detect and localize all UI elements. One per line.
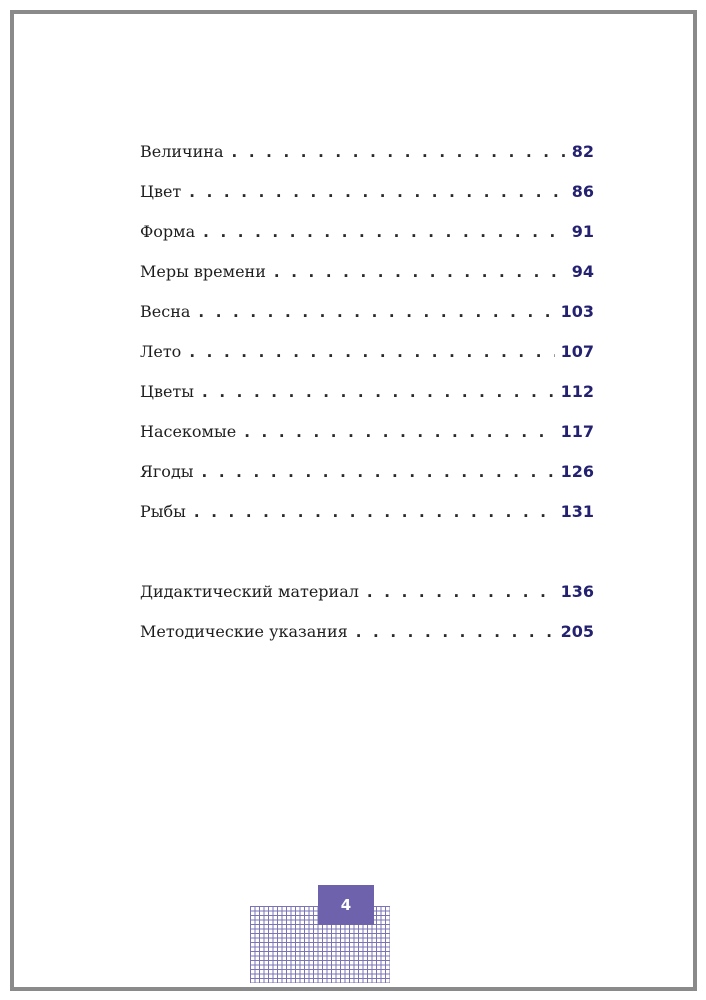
toc-entry-title: Меры времени bbox=[140, 262, 266, 281]
page-number-badge bbox=[318, 885, 374, 925]
dot-leader bbox=[274, 252, 566, 292]
toc-entry-page: 103 bbox=[560, 302, 594, 321]
toc-entry-page: 136 bbox=[560, 582, 594, 601]
toc-entry-title: Весна bbox=[140, 302, 191, 321]
dot-leader bbox=[202, 372, 555, 412]
toc-entry-title: Величина bbox=[140, 142, 224, 161]
toc-entry-page: 131 bbox=[560, 502, 594, 521]
toc-entry-page: 112 bbox=[560, 382, 594, 401]
toc-entry[interactable] bbox=[140, 372, 594, 412]
toc-entry[interactable] bbox=[140, 492, 594, 532]
toc-entry[interactable] bbox=[140, 452, 594, 492]
toc-entry-page: 91 bbox=[571, 222, 594, 241]
toc-entry-title: Форма bbox=[140, 222, 196, 241]
toc-entry-page: 82 bbox=[571, 142, 594, 161]
toc-entry-page: 117 bbox=[560, 422, 594, 441]
toc-entry-title: Насекомые bbox=[140, 422, 237, 441]
toc-entry[interactable] bbox=[140, 612, 594, 652]
dot-leader bbox=[203, 212, 566, 252]
toc-entry-page: 86 bbox=[571, 182, 594, 201]
toc-entry[interactable] bbox=[140, 332, 594, 372]
dot-leader bbox=[356, 612, 555, 652]
toc-entry-title: Дидактический материал bbox=[140, 582, 359, 601]
toc-entry[interactable] bbox=[140, 412, 594, 452]
toc-entry-title: Ягоды bbox=[140, 462, 194, 481]
dot-leader bbox=[367, 572, 555, 612]
page-number: 4 bbox=[340, 896, 352, 914]
dot-leader bbox=[189, 172, 565, 212]
dot-leader bbox=[189, 332, 554, 372]
toc-entry-page: 94 bbox=[571, 262, 594, 281]
dot-leader bbox=[232, 132, 566, 172]
dot-leader bbox=[244, 412, 554, 452]
toc-entry[interactable] bbox=[140, 132, 594, 172]
toc-entry-page: 107 bbox=[560, 342, 594, 361]
dot-leader bbox=[198, 292, 554, 332]
toc-entry[interactable] bbox=[140, 252, 594, 292]
toc-entry-title: Методические указания bbox=[140, 622, 348, 641]
toc-entry[interactable] bbox=[140, 172, 594, 212]
toc-entry[interactable] bbox=[140, 292, 594, 332]
table-of-contents bbox=[140, 132, 594, 652]
toc-entry-title: Цветы bbox=[140, 382, 195, 401]
page-frame bbox=[10, 10, 697, 991]
toc-entry-title: Цвет bbox=[140, 182, 182, 201]
toc-entry[interactable] bbox=[140, 212, 594, 252]
toc-entry-title: Лето bbox=[140, 342, 182, 361]
toc-entry-title: Рыбы bbox=[140, 502, 186, 521]
toc-entry[interactable] bbox=[140, 572, 594, 612]
toc-entry-page: 126 bbox=[560, 462, 594, 481]
dot-leader bbox=[202, 452, 555, 492]
toc-entry-page: 205 bbox=[560, 622, 594, 641]
dot-leader bbox=[194, 492, 555, 532]
